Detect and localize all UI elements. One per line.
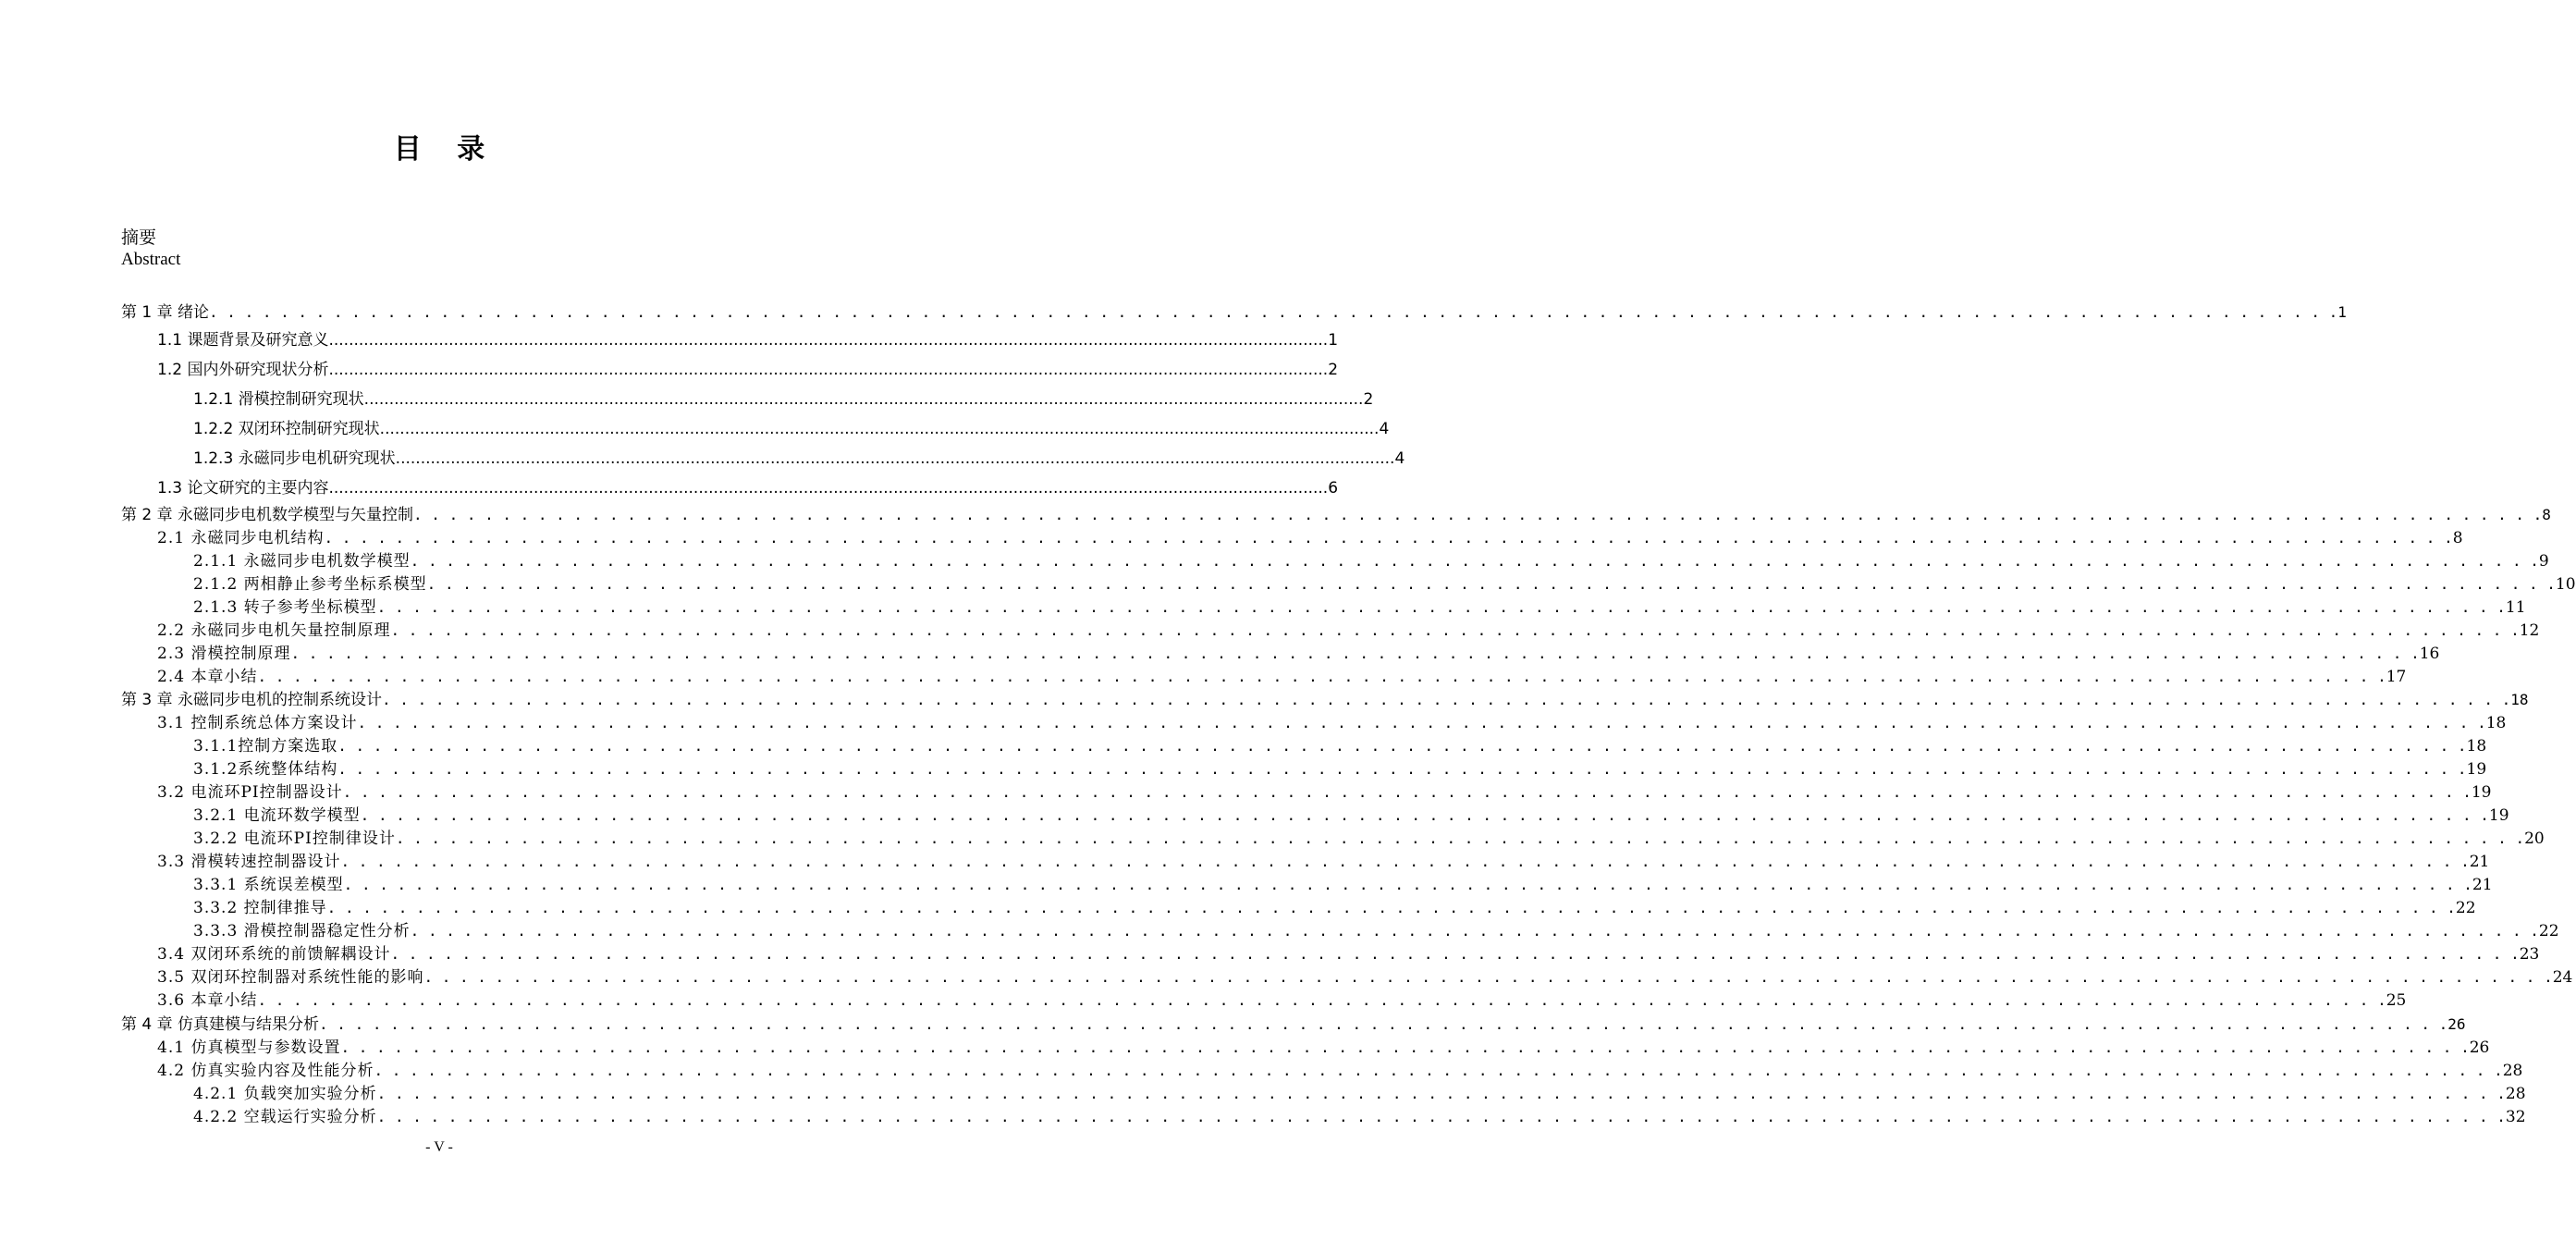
- toc-entry-title: 1.2 国内外研究现状分析: [157, 361, 329, 379]
- toc-entry[interactable]: [157, 474, 1339, 498]
- toc-entry-page: 22: [2455, 899, 2476, 917]
- toc-entry[interactable]: [157, 356, 1339, 379]
- toc-entry-page: 20: [2524, 829, 2545, 848]
- toc-entry-page: 11: [2505, 598, 2526, 617]
- toc-entry-title: 2.2 永磁同步电机矢量控制原理: [157, 621, 391, 640]
- toc-leader-dots: . . . . . . . . . . . . . . . . . . . . . . . . . . . . . . . . . . . . . . . . . . . . . . . . . . . . . . . . . . . . . . . . . . . . . . . . . . . . . . . . . . . . . . . . . . . . . . . . . . . . . . . . . . . . . . . . . . . . . . . .: [342, 783, 2472, 801]
- toc-entry-title: 4.2 仿真实验内容及性能分析: [157, 1062, 374, 1080]
- toc-leader-dots: . . . . . . . . . . . . . . . . . . . . . . . . . . . . . . . . . . . . . . . . . . . . . . . . . . . . . . . . . . . . . . . . . . . . . . . . . . . . . . . . . . . . . . . . . . . . . . . . . . . . . . . . . . . . . . . . . . . . . . . .: [290, 645, 2420, 662]
- toc-entry-page: 4: [1379, 420, 1390, 438]
- toc-entry[interactable]: [121, 501, 2551, 524]
- toc-entry-title: 第 3 章 永磁同步电机的控制系统设计: [121, 691, 383, 709]
- toc-entry-page: 28: [2502, 1062, 2523, 1080]
- toc-entry[interactable]: [193, 1080, 2526, 1103]
- toc-leader-dots: . . . . . . . . . . . . . . . . . . . . . . . . . . . . . . . . . . . . . . . . . . . . . . . . . . . . . . . . . . . . . . . . . . . . . . . . . . . . . . . . . . . . . . . . . . . . . . . . . . . . . . . . . . . . . . . . . . . . . . . .: [423, 968, 2553, 986]
- toc-entry-page: 24: [2552, 968, 2573, 987]
- toc-entry-page: 2: [1328, 361, 1339, 379]
- toc-leader-dots: . . . . . . . . . . . . . . . . . . . . . . . . . . . . . . . . . . . . . . . . . . . . . . . . . . . . . . . . . . . . . . . . . . . . . . . . . . . . . . . . . . . . . . . . . . . . . . . . . . . . . . . . . . . . . . . . . . . . . . . .: [410, 922, 2539, 940]
- toc-entry-page: 9: [2538, 552, 2549, 571]
- toc-entry[interactable]: [157, 940, 2540, 964]
- toc-entry-title: 第 1 章 绪论: [121, 303, 210, 322]
- toc-entry-title: 2.3 滑模控制原理: [157, 645, 291, 663]
- toc-entry-title: 3.2.1 电流环数学模型: [193, 806, 361, 825]
- toc-entry[interactable]: [193, 415, 1390, 438]
- toc-entry[interactable]: [193, 871, 2493, 894]
- toc-entry-title: 第 4 章 仿真建模与结果分析: [121, 1015, 320, 1034]
- toc-entry[interactable]: [157, 617, 2540, 640]
- toc-entry-title: 3.4 双闭环系统的前馈解耦设计: [157, 945, 391, 964]
- toc-entry-title: 4.2.1 负载突加实验分析: [193, 1085, 377, 1103]
- toc-leader-dots: ........................................................................................................................................................................................................: [395, 449, 1395, 468]
- toc-entry-page: 6: [1328, 479, 1339, 498]
- toc-leader-dots: . . . . . . . . . . . . . . . . . . . . . . . . . . . . . . . . . . . . . . . . . . . . . . . . . . . . . . . . . . . . . . . . . . . . . . . . . . . . . . . . . . . . . . . . . . . . . . . . . . . . . . . . . . . . . . . . . . . . . . . .: [413, 506, 2543, 523]
- toc-entry[interactable]: [157, 964, 2573, 987]
- toc-entry[interactable]: [193, 1103, 2526, 1126]
- toc-entry[interactable]: [193, 917, 2559, 940]
- toc-entry-title: 3.1.2系统整体结构: [193, 760, 338, 779]
- toc-leader-dots: . . . . . . . . . . . . . . . . . . . . . . . . . . . . . . . . . . . . . . . . . . . . . . . . . . . . . . . . . . . . . . . . . . . . . . . . . . . . . . . . . . . . . . . . . . . . . . . . . . . . . . . . . . . . . . . . . . . . . . . .: [410, 552, 2539, 570]
- toc-entry-page: 16: [2419, 645, 2440, 663]
- toc-entry[interactable]: [121, 1011, 2466, 1034]
- toc-leader-dots: . . . . . . . . . . . . . . . . . . . . . . . . . . . . . . . . . . . . . . . . . . . . . . . . . . . . . . . . . . . . . . . . . . . . . . . . . . . . . . . . . . . . . . . . . . . . . . . . . . . . . . . . . . . . . . . . . . . . . . . .: [340, 1038, 2470, 1056]
- toc-entry-title: 3.3.3 滑模控制器稳定性分析: [193, 922, 411, 940]
- toc-entry-title: 2.1 永磁同步电机结构: [157, 529, 325, 547]
- toc-entry[interactable]: [193, 547, 2549, 571]
- toc-entry-page: 25: [2386, 991, 2407, 1010]
- toc-entry-page: 8: [2452, 529, 2463, 547]
- toc-entry-title: 1.2.3 永磁同步电机研究现状: [193, 449, 396, 468]
- page-number-footer: - V -: [425, 1139, 453, 1155]
- toc-entry-title: 3.3.1 系统误差模型: [193, 876, 344, 894]
- toc-leader-dots: . . . . . . . . . . . . . . . . . . . . . . . . . . . . . . . . . . . . . . . . . . . . . . . . . . . . . . . . . . . . . . . . . . . . . . . . . . . . . . . . . . . . . . . . . . . . . . . . . . . . . . . . . . . . . . . . . . . . . . . .: [376, 598, 2506, 616]
- toc-leader-dots: . . . . . . . . . . . . . . . . . . . . . . . . . . . . . . . . . . . . . . . . . . . . . . . . . . . . . . . . . . . . . . . . . . . . . . . . . . . . . . . . . . . . . . . . . . . . . . . . . . . . . . . . . . . . . . . . . . . . . . . .: [343, 876, 2472, 893]
- toc-entry-page: 17: [2386, 668, 2407, 686]
- toc-leader-dots: ........................................................................................................................................................................................................: [328, 479, 1329, 498]
- toc-entry[interactable]: [157, 524, 2463, 547]
- toc-entry-title: 3.1.1控制方案选取: [193, 737, 338, 756]
- toc-entry-page: 19: [2488, 806, 2509, 825]
- toc-leader-dots: ........................................................................................................................................................................................................: [328, 361, 1329, 379]
- toc-entry[interactable]: [157, 1057, 2523, 1080]
- toc-entry-page: 18: [2466, 737, 2487, 756]
- toc-entry-title: 3.2.2 电流环PI控制律设计: [193, 829, 396, 848]
- toc-leader-dots: . . . . . . . . . . . . . . . . . . . . . . . . . . . . . . . . . . . . . . . . . . . . . . . . . . . . . . . . . . . . . . . . . . . . . . . . . . . . . . . . . . . . . . . . . . . . . . . . . . . . . . . . . . . . . . . . . . . . . . . .: [324, 529, 2453, 547]
- page-title: 目 录: [393, 133, 498, 166]
- toc-entry[interactable]: [121, 686, 2529, 709]
- toc-entry[interactable]: [193, 825, 2545, 848]
- toc-entry[interactable]: [157, 779, 2492, 802]
- toc-leader-dots: . . . . . . . . . . . . . . . . . . . . . . . . . . . . . . . . . . . . . . . . . . . . . . . . . . . . . . . . . . . . . . . . . . . . . . . . . . . . . . . . . . . . . . . . . . . . . . . . . . . . . . . . . . . . . . . . . . . . . . . .: [374, 1062, 2503, 1079]
- toc-entry[interactable]: [157, 640, 2440, 663]
- toc-leader-dots: ........................................................................................................................................................................................................: [328, 331, 1329, 350]
- toc-entry-page: 18: [2485, 714, 2507, 732]
- toc-entry-title: 2.1.2 两相静止参考坐标系模型: [193, 575, 427, 594]
- toc-abstract-cn[interactable]: 摘要: [121, 227, 157, 248]
- toc-entry-title: 3.3 滑模转速控制器设计: [157, 853, 341, 871]
- toc-entry[interactable]: [157, 848, 2490, 871]
- toc-leader-dots: ........................................................................................................................................................................................................: [379, 420, 1380, 438]
- toc-entry-title: 3.1 控制系统总体方案设计: [157, 714, 358, 732]
- toc-entry-page: 18: [2510, 691, 2529, 708]
- toc-entry-title: 3.2 电流环PI控制器设计: [157, 783, 343, 802]
- toc-leader-dots: . . . . . . . . . . . . . . . . . . . . . . . . . . . . . . . . . . . . . . . . . . . . . . . . . . . . . . . . . . . . . . . . . . . . . . . . . . . . . . . . . . . . . . . . . . . . . . . . . . . . . . . . . . . . . . . . . . . . . . . .: [376, 1085, 2506, 1102]
- toc-entry-page: 10: [2555, 575, 2576, 594]
- toc-entry-page: 22: [2538, 922, 2559, 940]
- toc-entry-page: 8: [2542, 506, 2551, 523]
- toc-entry-page: 2: [1363, 390, 1374, 409]
- toc-entry-title: 2.1.1 永磁同步电机数学模型: [193, 552, 411, 571]
- toc-leader-dots: . . . . . . . . . . . . . . . . . . . . . . . . . . . . . . . . . . . . . . . . . . . . . . . . . . . . . . . . . . . . . . . . . . . . . . . . . . . . . . . . . . . . . . . . . . . . . . . . . . . . . . . . . . . . . . . . . . . . . . . .: [357, 714, 2486, 731]
- toc-entry[interactable]: [121, 299, 2347, 322]
- toc-leader-dots: ........................................................................................................................................................................................................: [363, 390, 1364, 409]
- toc-entry-title: 1.2.2 双闭环控制研究现状: [193, 420, 380, 438]
- toc-leader-dots: . . . . . . . . . . . . . . . . . . . . . . . . . . . . . . . . . . . . . . . . . . . . . . . . . . . . . . . . . . . . . . . . . . . . . . . . . . . . . . . . . . . . . . . . . . . . . . . . . . . . . . . . . . . . . . . . . . . . . . . .: [390, 621, 2520, 639]
- toc-entry-page: 4: [1394, 449, 1405, 468]
- toc-entry-page: 21: [2472, 876, 2493, 894]
- toc-leader-dots: . . . . . . . . . . . . . . . . . . . . . . . . . . . . . . . . . . . . . . . . . . . . . . . . . . . . . . . . . . . . . . . . . . . . . . . . . . . . . . . . . . . . . . . . . . . . . . . . . . . . . . . . . . . . . . . . . . . . . . . .: [395, 829, 2525, 847]
- toc-entry-page: 32: [2505, 1108, 2526, 1126]
- toc-entry-title: 3.3.2 控制律推导: [193, 899, 327, 917]
- toc-leader-dots: . . . . . . . . . . . . . . . . . . . . . . . . . . . . . . . . . . . . . . . . . . . . . . . . . . . . . . . . . . . . . . . . . . . . . . . . . . . . . . . . . . . . . . . . . . . . . . . . . . . . . . . . . . . . . . . . . . . . . . . .: [257, 991, 2386, 1009]
- toc-entry[interactable]: [157, 709, 2507, 732]
- toc-entry-page: 26: [2447, 1015, 2466, 1033]
- toc-leader-dots: . . . . . . . . . . . . . . . . . . . . . . . . . . . . . . . . . . . . . . . . . . . . . . . . . . . . . . . . . . . . . . . . . . . . . . . . . . . . . . . . . . . . . . . . . . . . . . . . . . . . . . . . . . . . . . . . . . . . . . . .: [360, 806, 2489, 824]
- toc-entry-page: 26: [2469, 1038, 2490, 1057]
- toc-leader-dots: . . . . . . . . . . . . . . . . . . . . . . . . . . . . . . . . . . . . . . . . . . . . . . . . . . . . . . . . . . . . . . . . . . . . . . . . . . . . . . . . . . . . . . . . . . . . . . . . . . . . . . . . . . . . . . . . . . . . . . . .: [382, 691, 2511, 708]
- toc-entry-page: 19: [2466, 760, 2487, 779]
- toc-leader-dots: . . . . . . . . . . . . . . . . . . . . . . . . . . . . . . . . . . . . . . . . . . . . . . . . . . . . . . . . . . . . . . . . . . . . . . . . . . . . . . . . . . . . . . . . . . . . . . . . . . . . . . . . . . . . . . . . . . . . . . . .: [337, 737, 2467, 755]
- toc-entry[interactable]: [193, 594, 2526, 617]
- toc-entry-page: 1: [2337, 303, 2347, 321]
- toc-entry-title: 2.4 本章小结: [157, 668, 258, 686]
- toc-entry[interactable]: [193, 802, 2509, 825]
- toc-leader-dots: . . . . . . . . . . . . . . . . . . . . . . . . . . . . . . . . . . . . . . . . . . . . . . . . . . . . . . . . . . . . . . . . . . . . . . . . . . . . . . . . . . . . . . . . . . . . . . . . . . . . . . . . . . . . . . . . . . . . . . . .: [426, 575, 2556, 593]
- toc-leader-dots: . . . . . . . . . . . . . . . . . . . . . . . . . . . . . . . . . . . . . . . . . . . . . . . . . . . . . . . . . . . . . . . . . . . . . . . . . . . . . . . . . . . . . . . . . . . . . . . . . . . . . . . . . . . . . . . . . . . . . . . .: [209, 303, 2338, 321]
- toc-entry-title: 第 2 章 永磁同步电机数学模型与矢量控制: [121, 506, 414, 524]
- toc-leader-dots: . . . . . . . . . . . . . . . . . . . . . . . . . . . . . . . . . . . . . . . . . . . . . . . . . . . . . . . . . . . . . . . . . . . . . . . . . . . . . . . . . . . . . . . . . . . . . . . . . . . . . . . . . . . . . . . . . . . . . . . .: [326, 899, 2456, 916]
- toc-leader-dots: . . . . . . . . . . . . . . . . . . . . . . . . . . . . . . . . . . . . . . . . . . . . . . . . . . . . . . . . . . . . . . . . . . . . . . . . . . . . . . . . . . . . . . . . . . . . . . . . . . . . . . . . . . . . . . . . . . . . . . . .: [257, 668, 2386, 685]
- toc-entry[interactable]: [193, 732, 2487, 756]
- toc-entry-title: 2.1.3 转子参考坐标模型: [193, 598, 377, 617]
- toc-entry-page: 21: [2469, 853, 2490, 871]
- toc-entry[interactable]: [157, 1034, 2490, 1057]
- toc-entry-page: 1: [1328, 331, 1339, 350]
- toc-entry-page: 12: [2519, 621, 2540, 640]
- toc-entry-title: 1.3 论文研究的主要内容: [157, 479, 329, 498]
- toc-entry[interactable]: [193, 894, 2476, 917]
- toc-entry[interactable]: [157, 326, 1339, 350]
- toc-entry-title: 3.5 双闭环控制器对系统性能的影响: [157, 968, 424, 987]
- toc-leader-dots: . . . . . . . . . . . . . . . . . . . . . . . . . . . . . . . . . . . . . . . . . . . . . . . . . . . . . . . . . . . . . . . . . . . . . . . . . . . . . . . . . . . . . . . . . . . . . . . . . . . . . . . . . . . . . . . . . . . . . . . .: [337, 760, 2467, 778]
- toc-entry-title: 1.1 课题背景及研究意义: [157, 331, 329, 350]
- toc-entry-title: 4.2.2 空载运行实验分析: [193, 1108, 377, 1126]
- toc-entry-title: 3.6 本章小结: [157, 991, 258, 1010]
- toc-entry[interactable]: [157, 987, 2407, 1010]
- toc-entry-page: 23: [2519, 945, 2540, 964]
- toc-entry-title: 1.2.1 滑模控制研究现状: [193, 390, 364, 409]
- toc-leader-dots: . . . . . . . . . . . . . . . . . . . . . . . . . . . . . . . . . . . . . . . . . . . . . . . . . . . . . . . . . . . . . . . . . . . . . . . . . . . . . . . . . . . . . . . . . . . . . . . . . . . . . . . . . . . . . . . . . . . . . . . .: [390, 945, 2520, 963]
- toc-entry[interactable]: [193, 756, 2487, 779]
- toc-leader-dots: . . . . . . . . . . . . . . . . . . . . . . . . . . . . . . . . . . . . . . . . . . . . . . . . . . . . . . . . . . . . . . . . . . . . . . . . . . . . . . . . . . . . . . . . . . . . . . . . . . . . . . . . . . . . . . . . . . . . . . . .: [376, 1108, 2506, 1125]
- toc-entry[interactable]: [193, 445, 1405, 468]
- toc-entry-page: 28: [2505, 1085, 2526, 1103]
- toc-entry[interactable]: [157, 663, 2407, 686]
- toc-entry[interactable]: [193, 571, 2576, 594]
- toc-entry[interactable]: [193, 386, 1374, 409]
- toc-leader-dots: . . . . . . . . . . . . . . . . . . . . . . . . . . . . . . . . . . . . . . . . . . . . . . . . . . . . . . . . . . . . . . . . . . . . . . . . . . . . . . . . . . . . . . . . . . . . . . . . . . . . . . . . . . . . . . . . . . . . . . . .: [319, 1015, 2448, 1033]
- toc-entry-page: 19: [2471, 783, 2492, 802]
- toc-entry-title: 4.1 仿真模型与参数设置: [157, 1038, 341, 1057]
- toc-leader-dots: . . . . . . . . . . . . . . . . . . . . . . . . . . . . . . . . . . . . . . . . . . . . . . . . . . . . . . . . . . . . . . . . . . . . . . . . . . . . . . . . . . . . . . . . . . . . . . . . . . . . . . . . . . . . . . . . . . . . . . . .: [340, 853, 2470, 870]
- toc-abstract-en[interactable]: Abstract: [121, 250, 181, 269]
